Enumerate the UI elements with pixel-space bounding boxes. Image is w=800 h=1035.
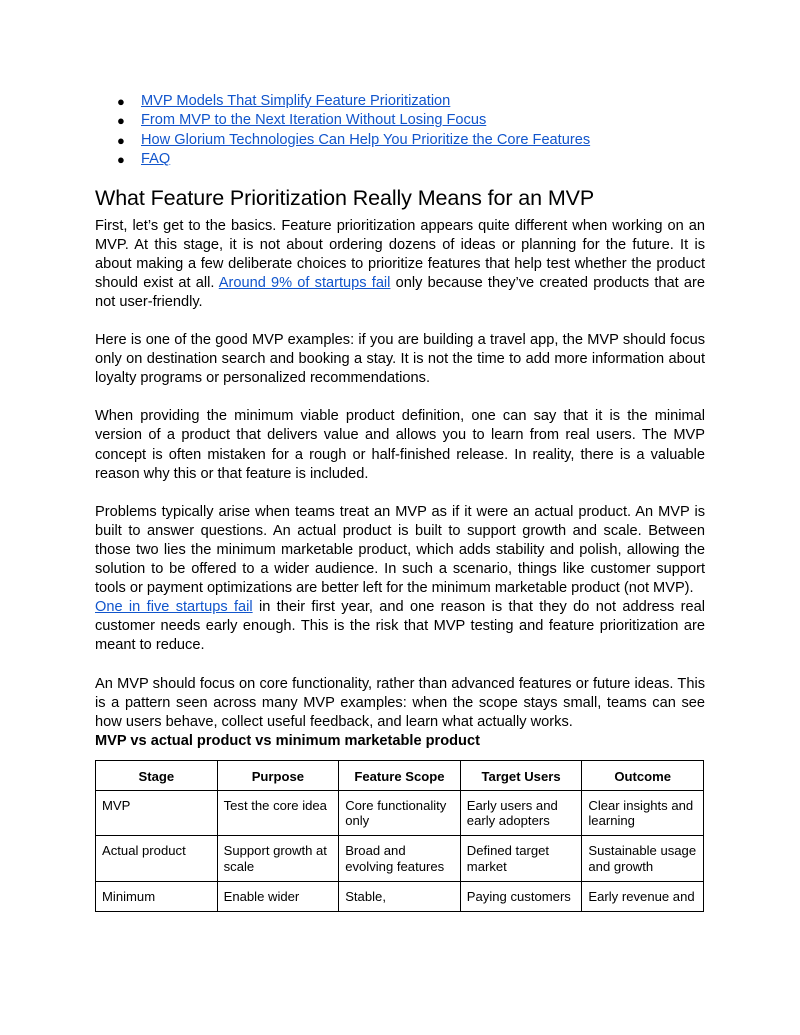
section-heading: What Feature Prioritization Really Means for an MVP [95,185,595,210]
bullet-icon: ● [117,113,125,129]
toc-item [117,131,705,150]
paragraph-text: in their first year, and one reason is that they do not address real customer needs early enough. This is the risk that MVP testing and feature prioritization are meant to reduce. [95,599,705,654]
toc-link-mvp-models[interactable]: MVP Models That Simplify Feature Prioritization [141,93,451,109]
column-header: Stage [96,760,218,790]
comparison-table [95,760,704,912]
table-cell: Stable, [339,881,461,911]
table-cell: Clear insights and learning [582,791,704,836]
toc-link-glorium-help[interactable]: How Glorium Technologies Can Help You Prioritize the Core Features [141,131,591,148]
paragraph-basics [95,217,705,312]
paragraph-travel-example: Here is one of the good MVP examples: if you are building a travel app, the MVP should focus only on destination search and booking a stay. It is not the time to add more information about loyalty programs or personalized recommendations. [95,332,705,387]
paragraph-one-in-five [95,598,705,655]
table-cell: Support growth at scale [217,836,339,881]
table-row [96,836,704,881]
table-cell: Minimum [96,881,218,911]
paragraph-core-functionality: An MVP should focus on core functionality, rather than advanced features or future ideas. This is a pattern seen across many MVP examples: when the scope stays small, teams can see how users behave, collect useful feedback, and learn what actually works. [95,675,705,730]
toc-item [117,150,705,169]
table-row [96,881,704,911]
table-title: MVP vs actual product vs minimum marketable product [95,732,480,749]
column-header: Purpose [217,760,339,790]
paragraph-problems: Problems typically arise when teams treat an MVP as if it were an actual product. An MVP is built to answer questions. An actual product is built to support growth and scale. Between those two lies the minimum marketable product, which adds stability and polish, allowing the solution to be offered to a wider audience. In such a scenario, things like customer support tools or payment optimizations are better left for the minimum marketable product (not MVP). [95,503,705,597]
document-page [95,92,705,912]
paragraph-text: First, let’s get to the basics. Feature prioritization appears quite different when working on an MVP. At this stage, it is not about ordering dozens of ideas or planning for the future. It is about making a few deliberate choices to prioritize features that help test whether the product should exist at all. [95,217,705,291]
toc-item [117,111,705,130]
table-cell: Actual product [96,836,218,881]
table-cell: Early revenue and [582,881,704,911]
toc-link-next-iteration[interactable]: From MVP to the Next Iteration Without Losing Focus [141,112,487,129]
table-of-contents [95,92,705,170]
table-cell: Sustainable usage and growth [582,836,704,881]
table-cell: MVP [96,791,218,836]
table-cell: Early users and early adopters [460,791,582,836]
table-row [96,791,704,836]
bullet-icon: ● [117,152,125,168]
table-cell: Core functionality only [339,791,461,836]
one-in-five-link[interactable]: One in five startups fail [95,599,253,616]
column-header: Feature Scope [339,760,461,790]
table-cell: Test the core idea [217,791,339,836]
toc-link-faq[interactable]: FAQ [141,151,171,168]
column-header: Target Users [460,760,582,790]
startups-fail-link[interactable]: Around 9% of startups fail [218,274,391,291]
bullet-icon: ● [117,94,125,109]
toc-item [117,92,705,111]
table-cell: Defined target market [460,836,582,881]
bullet-icon: ● [117,132,125,148]
column-header: Outcome [582,760,704,790]
table-cell: Paying customers [460,881,582,911]
paragraph-mvp-definition: When providing the minimum viable product definition, one can say that it is the minimal version of a product that delivers value and allows you to learn from real users. The MVP concept is often mistaken for a rough or half-finished release. In reality, there is a valuable reason why this or that feature is included. [95,408,705,482]
paragraph-text: only because they’ve created products that are not user-friendly. [95,274,705,310]
table-cell: Broad and evolving features [339,836,461,881]
table-header-row [96,760,704,790]
table-cell: Enable wider [217,881,339,911]
